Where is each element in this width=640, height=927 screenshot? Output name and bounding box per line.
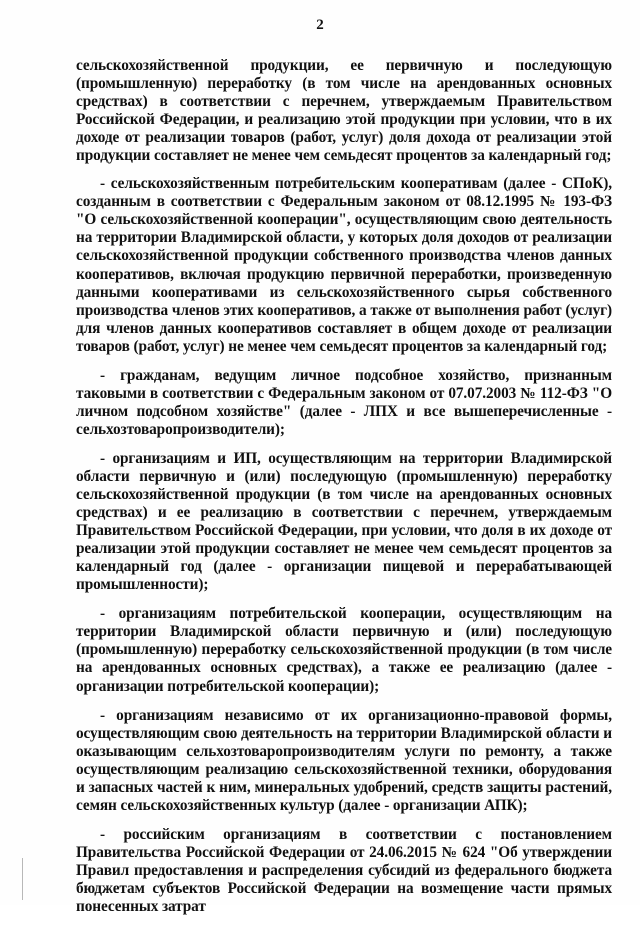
paragraph-lph: - гражданам, ведущим личное подсобное хозяйство, признанным таковыми в соответствии с Федеральным законом от 07.07.2003 № 112-ФЗ "О личном подсобном хозяйстве" (далее - ЛПХ и все вышеперечисленные - сельхозтоваропроизводители); bbox=[76, 366, 612, 438]
paragraph-continuation: сельскохозяйственной продукции, ее первичную и последующую (промышленную) переработку (в том числе на арендованных основных средствах) в соответствии с перечнем, утверждаемым Правительством Российской Федерации, и реализацию этой продукции при условии, что в их доходе от реализации товаров (работ, услуг) доля дохода от реализации этой продукции составляет не менее чем семьдесят процентов за календарный год; bbox=[76, 57, 612, 165]
paragraph-consumer-cooperation: - организациям потребительской кооперации, осуществляющим на территории Владимирской области первичную и (или) последующую (промышленную) переработку сельскохозяйственной продукции (в том числе на арендованных основных средствах), а также ее реализацию (далее - организации потребительской кооперации); bbox=[76, 605, 612, 695]
paragraph-russian-organizations: - российским организациям в соответствии с постановлением Правительства Российской Федерации от 24.06.2015 № 624 "Об утверждении Правил предоставления и распределения субсидий из федерального бюджета бюджетам субъектов Российской Федерации на возмещение части прямых понесенных затрат bbox=[76, 825, 612, 916]
document-body bbox=[76, 57, 612, 927]
paragraph-spok: - сельскохозяйственным потребительским кооперативам (далее - СПоК), созданным в соответствии с Федеральным законом от 08.12.1995 № 193-ФЗ "О сельскохозяйственной кооперации", осуществляющим свою деятельность на территории Владимирской области, у которых доля доходов от реализации сельскохозяйственной продукции собственного производства членов данных кооперативов, включая продукцию первичной переработки, произведенную данными кооперативами из сельскохозяйственного сырья собственного производства членов этих кооперативов, а также от выполнения работ (услуг) для членов данных кооперативов составляет в общем доходе от реализации товаров (работ, услуг) не менее чем семьдесят процентов за календарный год; bbox=[76, 175, 612, 355]
paragraph-processing-organizations: - организациям и ИП, осуществляющим на территории Владимирской области первичную и (или) последующую (промышленную) переработку сельскохозяйственной продукции (в том числе на арендованных основных средствах) и ее реализацию в соответствии с перечнем, утверждаемым Правительством Российской Федерации, при условии, что доля в их доходе от реализации этой продукции составляет не менее чем семьдесят процентов за календарный год (далее - организации пищевой и перерабатывающей промышленности); bbox=[76, 449, 612, 594]
paragraph-apk-organizations: - организациям независимо от их организационно-правовой формы, осуществляющим свою деятельность на территории Владимирской области и оказывающим сельхозтоваропроизводителям услуги по ремонту, а также осуществляющим реализацию сельскохозяйственной техники, оборудования и запасных частей к ним, минеральных удобрений, средств защиты растений, семян сельскохозяйственных культур (далее - организации АПК); bbox=[76, 706, 612, 814]
scan-margin-mark bbox=[22, 858, 26, 900]
page-number: 2 bbox=[316, 17, 324, 33]
